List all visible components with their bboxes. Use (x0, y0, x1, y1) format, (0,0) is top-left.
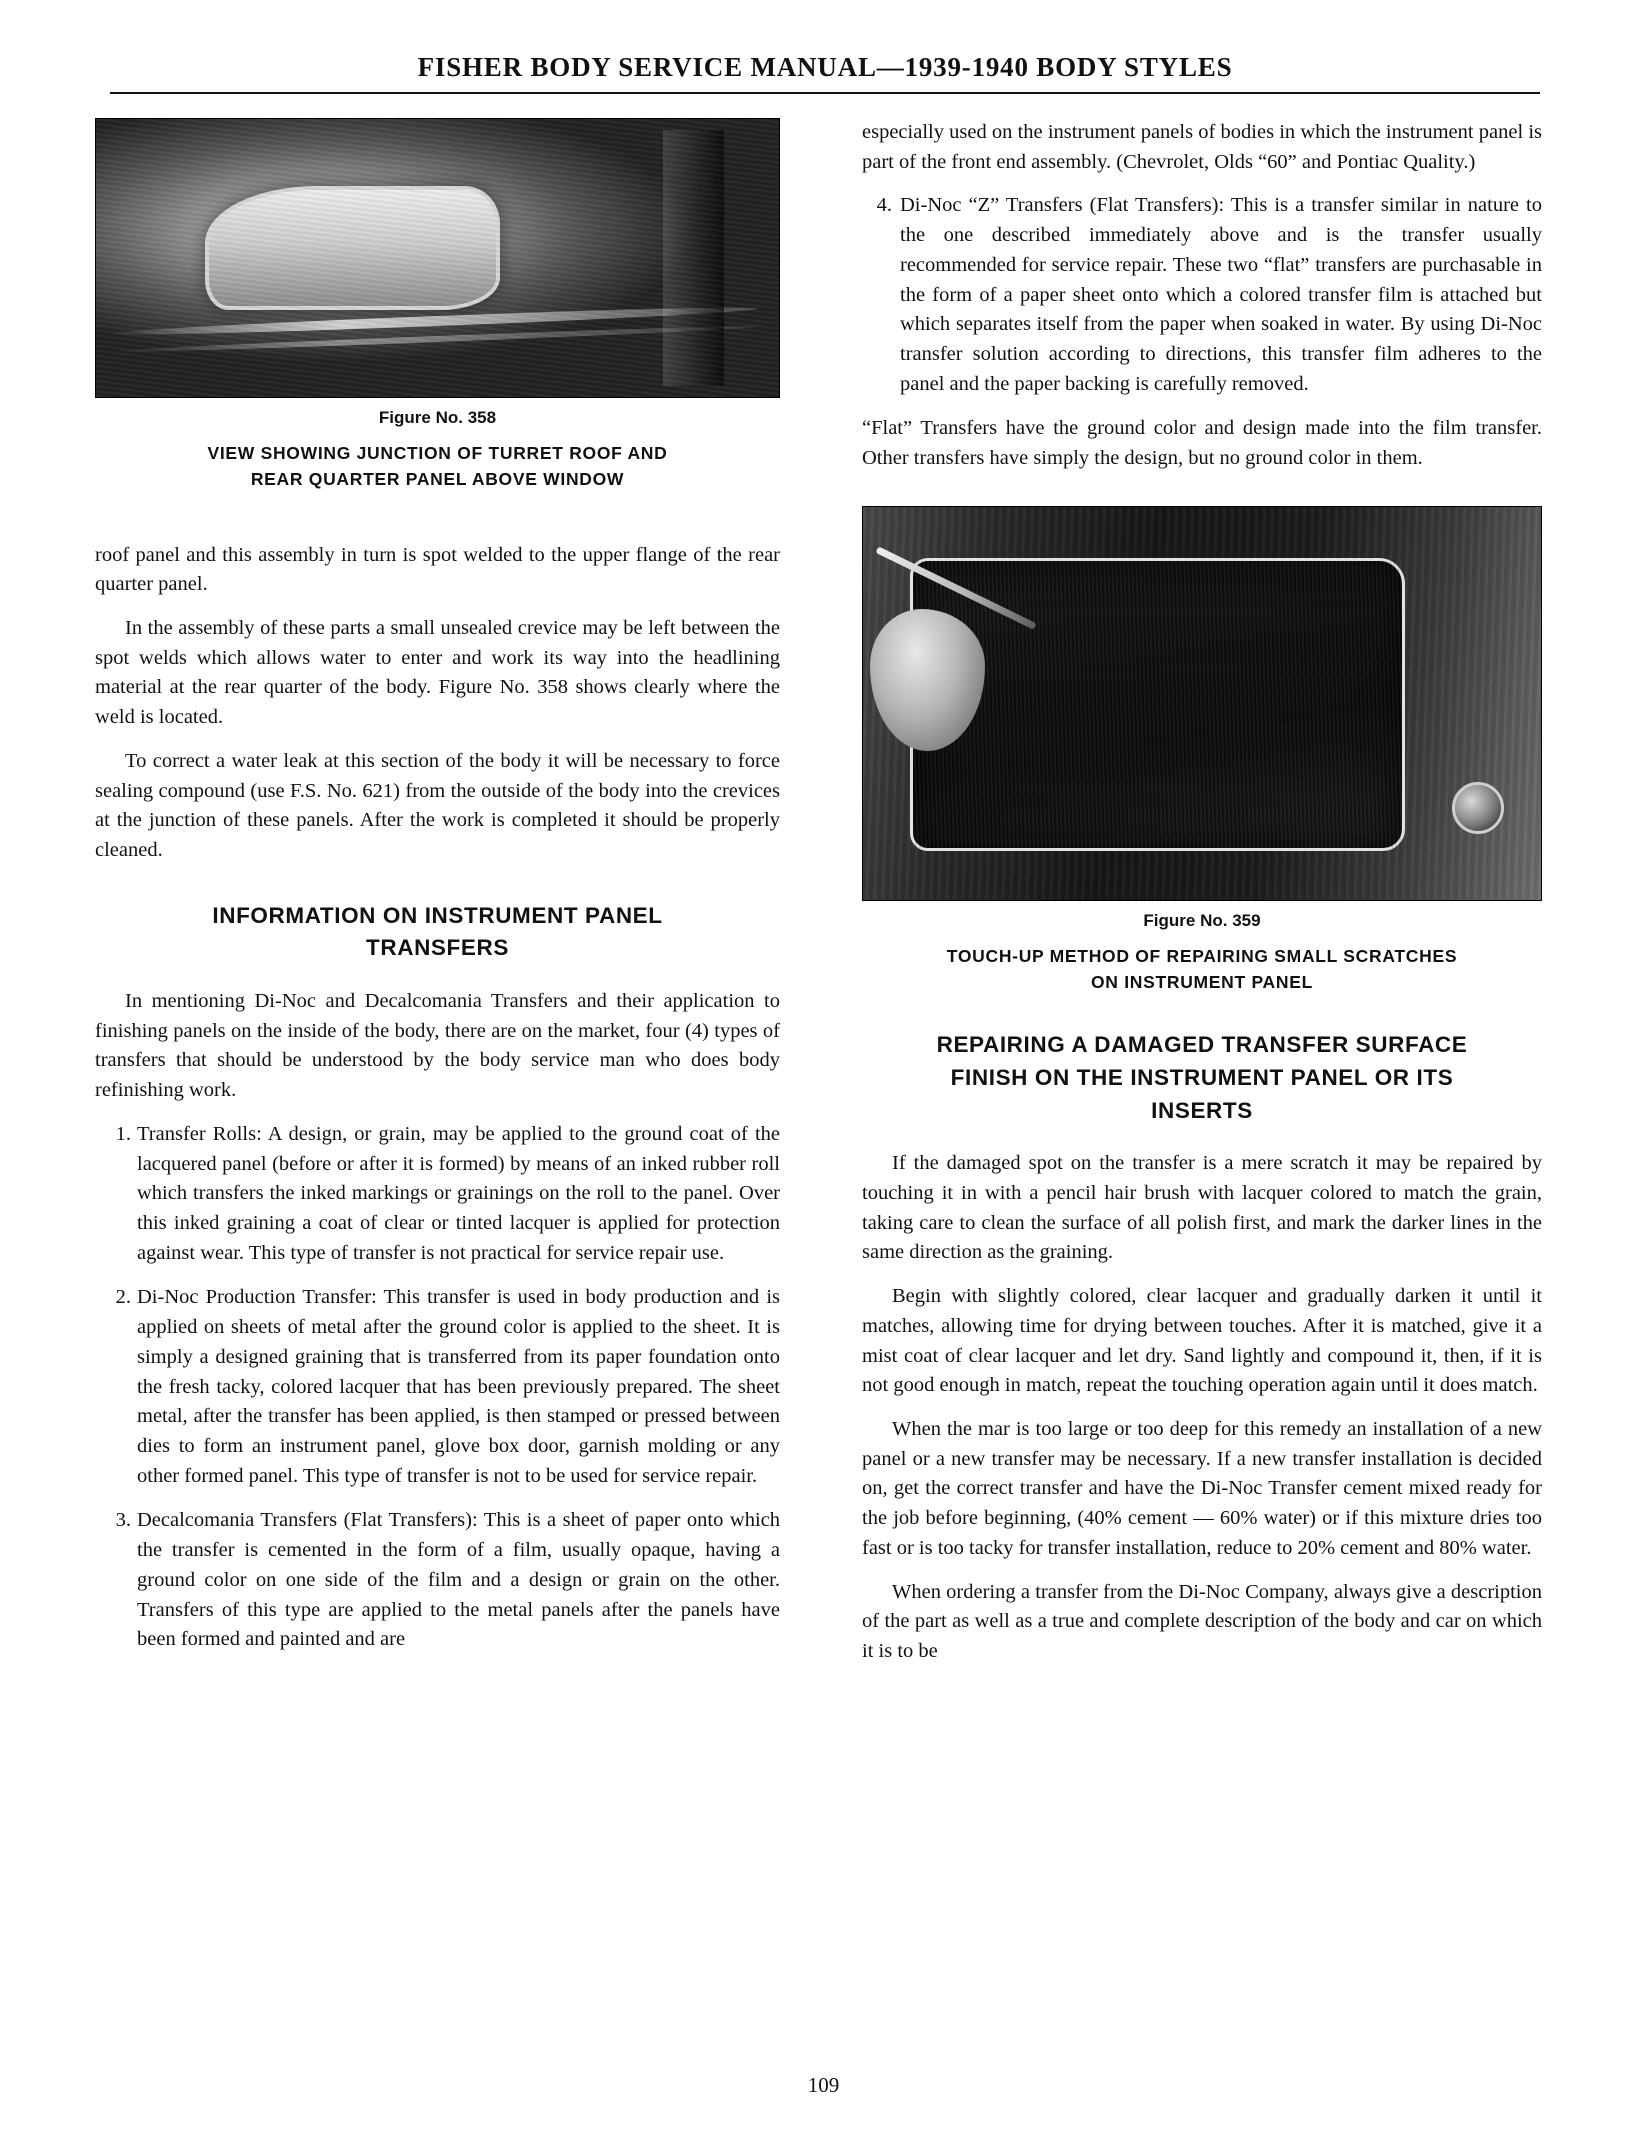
figure-358-image (95, 118, 780, 398)
paragraph: “Flat” Transfers have the ground color and design made into the film transfer. Other transfers have simply the design, but no ground color in them. (862, 417, 1542, 470)
list-item (862, 191, 1542, 399)
transfer-types-list-continued (862, 191, 1542, 399)
header-divider (110, 92, 1540, 94)
list-item-text: Decalcomania Transfers (Flat Transfers): This is a sheet of paper onto which the transfer is cemented in the form of a film, usually opaque, having a ground color on one side of the film and a design or grain on the other. Transfers of this type are applied to the metal panels after the panels have been formed and painted and are (137, 1509, 780, 1651)
list-item-text: Di-Noc Production Transfer: This transfer is used in body production and is applied on sheets of metal after the ground color is applied to the sheet. It is simply a designed graining that is transferred from its paper foundation onto the fresh tacky, colored lacquer that has been previously prepared. The sheet metal, after the transfer has been applied, is then stamped or pressed between dies to form an instrument panel, glove box door, garnish molding or any other formed panel. This type of transfer is not to be used for service repair. (137, 1286, 780, 1487)
section-heading-line1: INFORMATION ON INSTRUMENT PANEL (212, 902, 663, 928)
figure-358-number: Figure No. 358 (378, 408, 497, 427)
transfer-types-list (95, 1120, 780, 1655)
figure-359-caption-line2: ON INSTRUMENT PANEL (1090, 972, 1313, 993)
paragraph: especially used on the instrument panels of bodies in which the instrument panel is part of the front end assembly. (Chevrolet, Olds “60” and Pontiac Quality.) (862, 121, 1542, 173)
figure-358-caption (95, 440, 780, 493)
paragraph: In the assembly of these parts a small unsealed crevice may be left between the spot welds which allows water to enter and work its way into the headlining material at the rear quarter of the body. Figure No. 358 shows clearly where the weld is located. (95, 616, 780, 729)
paragraph: If the damaged spot on the transfer is a mere scratch it may be repaired by touching it in with a pencil hair brush with lacquer colored to match the grain, taking care to clean the surface of all polish first, and mark the darker lines in the same direction as the graining. (862, 1152, 1542, 1264)
list-item (95, 1283, 780, 1491)
paragraph: When ordering a transfer from the Di-Noc Company, always give a description of the part as well as a true and complete description of the body and car on which it is to be (862, 1580, 1542, 1663)
list-item-number: 3. (115, 1509, 131, 1532)
section-heading-line3: INSERTS (1151, 1097, 1253, 1123)
list-item (95, 1120, 780, 1269)
section-heading-transfers (95, 900, 780, 965)
left-column (95, 118, 780, 1670)
figure-359-number: Figure No. 359 (1143, 910, 1261, 930)
figure-359-caption-line1: TOUCH-UP METHOD OF REPAIRING SMALL SCRATCHES (946, 945, 1458, 966)
right-column (862, 118, 1542, 1681)
page-header-title: FISHER BODY SERVICE MANUAL—1939-1940 BODY STYLES (417, 52, 1233, 82)
figure-358-caption-line1: VIEW SHOWING JUNCTION OF TURRET ROOF AND (207, 443, 668, 463)
list-item-text: Di-Noc “Z” Transfers (Flat Transfers): This is a transfer similar in nature to the one described immediately above and is the transfer usually recommended for service repair. These two “flat” transfers are purchasable in the form of a paper sheet onto which a colored transfer film is attached but which separates itself from the paper when soaked in water. By using Di-Noc transfer solution according to directions, this transfer film adheres to the panel and the paper backing is carefully removed. (900, 194, 1542, 395)
page-number: 109 (807, 2073, 840, 2097)
section-heading-line2: FINISH ON THE INSTRUMENT PANEL OR ITS (950, 1065, 1454, 1091)
list-item-number: 2. (115, 1286, 131, 1309)
section-heading-line2: TRANSFERS (366, 935, 509, 961)
list-item-number: 4. (876, 194, 892, 217)
paragraph: roof panel and this assembly in turn is spot welded to the upper flange of the rear quarter panel. (95, 543, 780, 596)
list-item-number: 1. (115, 1122, 131, 1145)
section-heading-repairing (862, 1029, 1542, 1127)
section-heading-line1: REPAIRING A DAMAGED TRANSFER SURFACE (936, 1032, 1468, 1058)
paragraph: In mentioning Di-Noc and Decalcomania Transfers and their application to finishing panels on the inside of the body, there are on the market, four (4) types of transfers that should be understood by the body service man who does body refinishing work. (95, 989, 780, 1102)
paragraph: To correct a water leak at this section of the body it will be necessary to force sealing compound (use F.S. No. 621) from the outside of the body into the crevices at the junction of these panels. After the work is completed it should be properly cleaned. (95, 749, 780, 861)
paragraph: When the mar is too large or too deep for this remedy an installation of a new panel or a new transfer may be necessary. If a new transfer installation is decided on, get the correct transfer and have the Di-Noc Transfer cement mixed ready for the job before beginning, (40% cement — 60% water) or if this mixture dries too fast or is too tacky for transfer installation, reduce to 20% cement and 80% water. (862, 1418, 1542, 1559)
list-item-text: Transfer Rolls: A design, or grain, may be applied to the ground coat of the lacquered panel (before or after it is formed) by means of an inked rubber roll which transfers the inked markings or grainings on the roll to the panel. Over this inked graining a coat of clear or tinted lacquer is applied for protection against wear. This type of transfer is not practical for service repair use. (137, 1122, 780, 1264)
paragraph: Begin with slightly colored, clear lacquer and gradually darken it until it matches, allowing time for drying between touches. After it is matched, give it a mist coat of clear lacquer and let dry. Sand lightly and compound it, then, if it is not good enough in match, repeat the touching operation again until it does match. (862, 1285, 1542, 1397)
figure-359-caption (862, 943, 1542, 996)
list-item (95, 1506, 780, 1655)
figure-358-caption-line2: REAR QUARTER PANEL ABOVE WINDOW (250, 469, 625, 490)
figure-359-image (862, 506, 1542, 901)
